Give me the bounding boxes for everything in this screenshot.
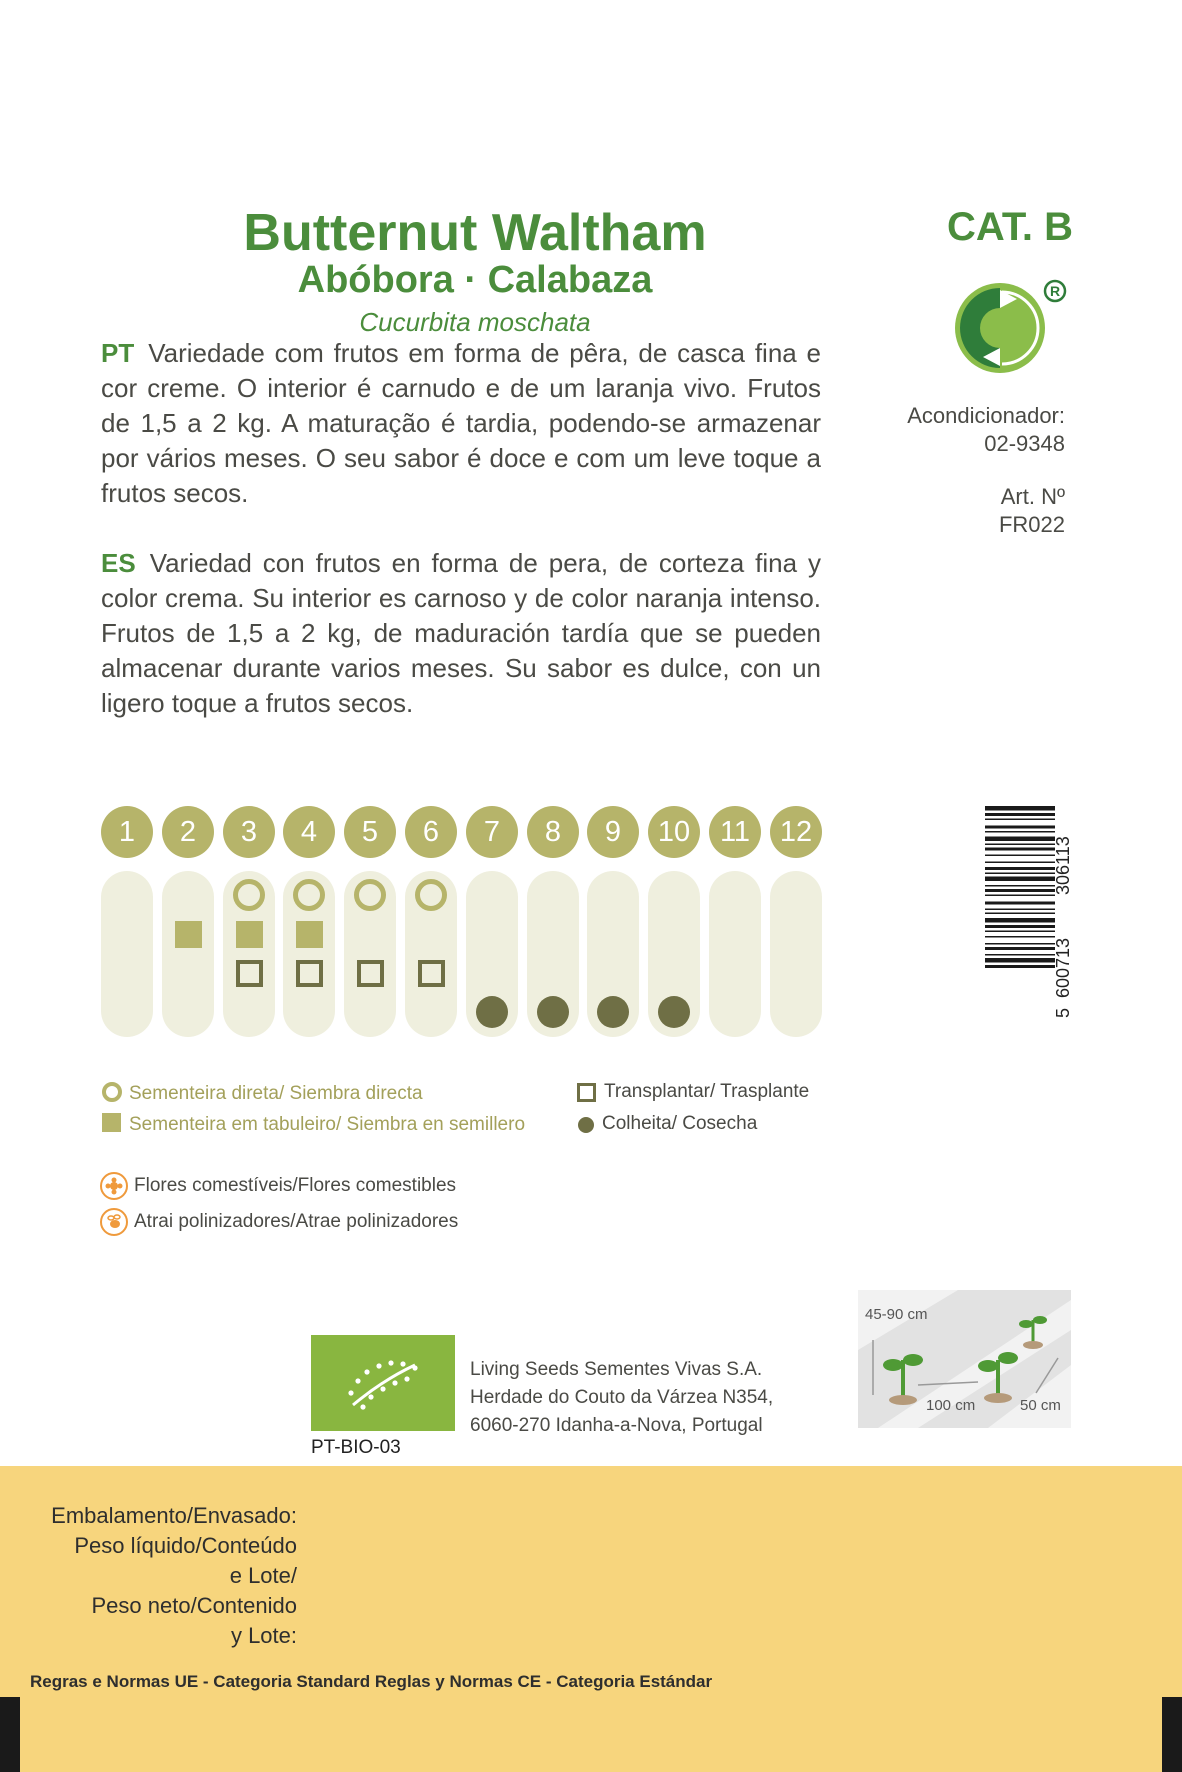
- harvest-icon: [658, 996, 690, 1028]
- lang-label-pt: PT: [101, 338, 135, 368]
- direct-sowing-icon: [354, 879, 386, 911]
- packer-info: [907, 402, 1065, 458]
- legend-transplant: Transplantar/ Trasplante: [604, 1081, 810, 1102]
- eu-organic-logo: [311, 1335, 455, 1431]
- month-5: 5: [344, 806, 396, 858]
- month-9: 9: [587, 806, 639, 858]
- description-es-text: Variedad con frutos en forma de pera, de corteza fina y color crema. Su interior es carnoso y de color naranja intenso. Frutos de 1,5 a 2 kg, de maduración tardía que se pueden almacenar durante varios meses. Su sabor es dulce, con un ligero toque a frutos secos.: [101, 548, 821, 718]
- legend-seedbed-sowing: Sementeira em tabuleiro/ Siembra en semillero: [129, 1114, 526, 1135]
- harvest-icon: [597, 996, 629, 1028]
- pollinators-icon: [100, 1208, 128, 1236]
- print-marker-right: [1162, 1697, 1182, 1772]
- plant-spacing-label: 100 cm: [926, 1397, 976, 1414]
- row-spacing-label: 45-90 cm: [865, 1306, 928, 1323]
- transplant-icon: [357, 960, 384, 987]
- print-marker-left: [0, 1697, 20, 1772]
- legend-direct-sowing: Sementeira direta/ Siembra directa: [129, 1083, 423, 1104]
- description-es: [101, 546, 821, 721]
- transplant-icon: [418, 960, 445, 987]
- month-12: 12: [770, 806, 822, 858]
- edible-flowers-icon: [100, 1172, 128, 1200]
- lang-label-es: ES: [101, 548, 136, 578]
- packaging-info: [30, 1501, 297, 1651]
- legend-harvest: Colheita/ Cosecha: [602, 1113, 758, 1134]
- barcode-digits-3: 306113: [1053, 836, 1073, 895]
- packer-label: Acondicionador:: [907, 403, 1065, 428]
- plant-icon-3: [1019, 1316, 1047, 1349]
- barcode-digits-1: 5: [1053, 1007, 1073, 1018]
- month-1: 1: [101, 806, 153, 858]
- month-column-1: [101, 871, 153, 1037]
- category-label: CAT. B: [947, 205, 1073, 249]
- harvest-icon: [578, 1117, 594, 1133]
- rules-text: Regras e Normas UE - Categoria Standard Reglas y Normas CE - Categoria Estándar: [30, 1672, 713, 1691]
- month-11: 11: [709, 806, 761, 858]
- transplant-icon: [577, 1083, 596, 1102]
- description-pt: [101, 336, 821, 511]
- transplant-icon: [296, 960, 323, 987]
- seedbed-sowing-icon: [175, 921, 202, 948]
- packer-value: 02-9348: [984, 431, 1065, 456]
- month-4: 4: [283, 806, 335, 858]
- pack-line-4: Peso neto/Contenido: [91, 1593, 297, 1618]
- article-info: [999, 483, 1065, 539]
- product-title: Butternut Waltham: [243, 204, 707, 262]
- seedbed-sowing-icon: [236, 921, 263, 948]
- month-column-2: [162, 871, 214, 1037]
- month-column-11: [709, 871, 761, 1037]
- month-8: 8: [527, 806, 579, 858]
- legend-edible-flowers: Flores comestíveis/Flores comestibles: [134, 1175, 457, 1196]
- green-dot-logo: [955, 278, 1070, 378]
- month-3: 3: [223, 806, 275, 858]
- month-7: 7: [466, 806, 518, 858]
- direct-sowing-icon: [293, 879, 325, 911]
- company-city: 6060-270 Idanha-a-Nova, Portugal: [470, 1415, 763, 1436]
- month-6: 6: [405, 806, 457, 858]
- pack-line-3: e Lote/: [229, 1563, 297, 1588]
- article-value: FR022: [998, 512, 1065, 537]
- direct-sowing-icon: [102, 1082, 122, 1102]
- month-2: 2: [162, 806, 214, 858]
- spacing-diagram: [858, 1290, 1071, 1428]
- pack-line-2: Peso líquido/Conteúdo: [74, 1533, 297, 1558]
- month-column-12: [770, 871, 822, 1037]
- description-pt-text: Variedade com frutos em forma de pêra, de casca fina e cor creme. O interior é carnudo e de um laranja vivo. Frutos de 1,5 a 2 kg. A maturação é tardia, podendo-se armazenar por vários meses. O seu sabor é doce e com um leve toque a frutos secos.: [101, 338, 821, 508]
- direct-sowing-icon: [233, 879, 265, 911]
- depth-label: 50 cm: [1020, 1397, 1061, 1414]
- organic-cert-code: PT-BIO-03: [311, 1437, 401, 1458]
- article-label: Art. Nº: [1000, 484, 1065, 509]
- month-10: 10: [648, 806, 700, 858]
- company-name: Living Seeds Sementes Vivas S.A.: [470, 1359, 763, 1380]
- company-info: [470, 1356, 773, 1440]
- legend-pollinators: Atrai polinizadores/Atrae polinizadores: [134, 1211, 459, 1232]
- transplant-icon: [236, 960, 263, 987]
- direct-sowing-icon: [415, 879, 447, 911]
- seedbed-sowing-icon: [102, 1113, 121, 1132]
- harvest-icon: [537, 996, 569, 1028]
- company-address: Herdade do Couto da Várzea N354,: [470, 1387, 774, 1408]
- seedbed-sowing-icon: [296, 921, 323, 948]
- pack-line-1: Embalamento/Envasado:: [51, 1503, 297, 1528]
- svg-text:R: R: [1049, 283, 1061, 299]
- latin-name: Cucurbita moschata: [359, 307, 591, 337]
- harvest-icon: [476, 996, 508, 1028]
- product-subtitle: Abóbora · Calabaza: [297, 259, 653, 301]
- pack-line-5: y Lote:: [230, 1623, 297, 1648]
- barcode-digits-2: 600713: [1053, 937, 1073, 998]
